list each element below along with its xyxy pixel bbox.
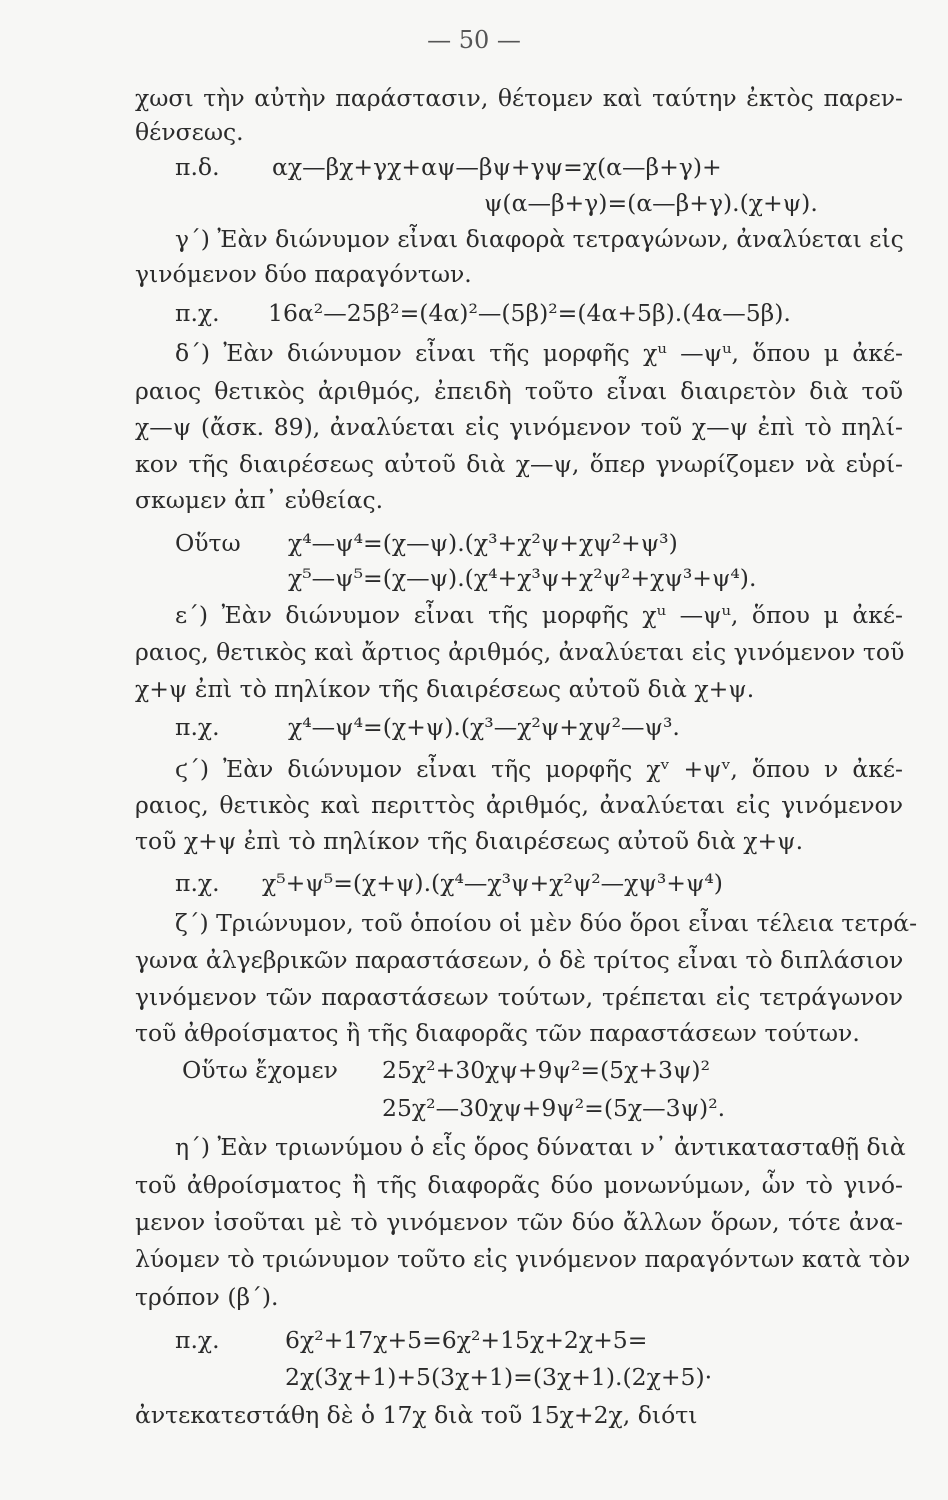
text-line: ραιος θετικὸς ἀριθμός, ἐπειδὴ τοῦτο εἶναι διαιρετὸν διὰ τοῦ: [135, 377, 903, 405]
text-line: μενον ἰσοῦται μὲ τὸ γινόμενον τῶν δύο ἄλλων ὅρων, τότε ἀνα-: [135, 1208, 903, 1236]
example-label: π.χ.: [175, 869, 220, 897]
equation-line: [0, 528, 948, 558]
equation-line: 25χ²—30χψ+9ψ²=(5χ—3ψ)².: [382, 1094, 726, 1122]
text-line: ἀντεκατεστάθη δὲ ὁ 17χ διὰ τοῦ 15χ+2χ, διότι: [135, 1401, 698, 1429]
text-line: τοῦ ἀθροίσματος ἢ τῆς διαφορᾶς τῶν παραστάσεων τούτων.: [135, 1019, 860, 1047]
example-label: π.χ.: [175, 713, 220, 741]
text-line: χωσι τὴν αὐτὴν παράστασιν, θέτομεν καὶ ταύτην ἐκτὸς παρεν-: [135, 84, 903, 112]
equation-line: χ⁵—ψ⁵=(χ—ψ).(χ⁴+χ³ψ+χ²ψ²+χψ³+ψ⁴).: [288, 564, 757, 592]
text-line: τρόπον (β΄).: [135, 1283, 279, 1311]
equation: χ⁴—ψ⁴=(χ—ψ).(χ³+χ²ψ+χψ²+ψ³): [288, 529, 678, 557]
example-label: π.χ.: [175, 299, 220, 327]
text-line: ε΄) Ἐὰν διώνυμον εἶναι τῆς μορφῆς χᵘ —ψᵘ, ὅπου μ ἀκέ-: [175, 601, 903, 629]
equation-line: ψ(α—β+γ)=(α—β+γ).(χ+ψ).: [484, 189, 818, 217]
equation-line: [0, 152, 948, 182]
equation-line: [0, 712, 948, 742]
equation-line: [0, 298, 948, 328]
page-number: — 50 —: [427, 26, 521, 54]
text-line: χ—ψ (ἄσκ. 89), ἀναλύεται εἰς γινόμενον τοῦ χ—ψ ἐπὶ τὸ πηλί-: [135, 413, 903, 441]
text-line: ραιος, θετικὸς καὶ ἄρτιος ἀριθμός, ἀναλύεται εἰς γινόμενον τοῦ: [135, 638, 905, 666]
equation-line: 2χ(3χ+1)+5(3χ+1)=(3χ+1).(2χ+5)·: [285, 1363, 713, 1391]
equation-line: [0, 1325, 948, 1355]
text-line: δ΄) Ἐὰν διώνυμον εἶναι τῆς μορφῆς χᵘ —ψᵘ, ὅπου μ ἀκέ-: [175, 339, 903, 367]
text-line: γ΄) Ἐὰν διώνυμον εἶναι διαφορὰ τετραγώνων, ἀναλύεται εἰς: [175, 225, 904, 253]
text-line: κον τῆς διαιρέσεως αὐτοῦ διὰ χ—ψ, ὅπερ γνωρίζομεν νὰ εὑρί-: [135, 450, 903, 478]
text-line: ϛ΄) Ἐὰν διώνυμον εἶναι τῆς μορφῆς χᵛ +ψᵛ, ὅπου ν ἀκέ-: [175, 755, 903, 783]
text-line: θένσεως.: [135, 118, 244, 146]
example-label: Οὕτω ἔχομεν: [182, 1056, 338, 1084]
example-label: Οὕτω: [175, 529, 241, 557]
text-line: γωνα ἀλγεβρικῶν παραστάσεων, ὁ δὲ τρίτος εἶναι τὸ διπλάσιον: [135, 946, 904, 974]
text-line: γινόμενον τῶν παραστάσεων τούτων, τρέπεται εἰς τετράγωνον: [135, 983, 903, 1011]
equation-line: [0, 1055, 948, 1085]
equation: 16α²—25β²=(4α)²—(5β)²=(4α+5β).(4α—5β).: [268, 299, 791, 327]
equation: αχ—βχ+γχ+αψ—βψ+γψ=χ(α—β+γ)+: [272, 153, 722, 181]
equation: 25χ²+30χψ+9ψ²=(5χ+3ψ)²: [382, 1056, 711, 1084]
text-line: ζ΄) Τριώνυμον, τοῦ ὁποίου οἱ μὲν δύο ὅροι εἶναι τέλεια τετρά-: [175, 909, 918, 937]
example-label: π.δ.: [175, 153, 220, 181]
text-line: ραιος, θετικὸς καὶ περιττὸς ἀριθμός, ἀναλύεται εἰς γινόμενον: [135, 791, 903, 819]
text-line: λύομεν τὸ τριώνυμον τοῦτο εἰς γινόμενον παραγόντων κατὰ τὸν: [135, 1245, 911, 1273]
text-line: σκωμεν ἀπ᾽ εὐθείας.: [135, 486, 384, 514]
text-line: γινόμενον δύο παραγόντων.: [135, 260, 472, 288]
text-line: η΄) Ἐὰν τριωνύμου ὁ εἷς ὅρος δύναται ν᾽ ἀντικατασταθῇ διὰ: [175, 1133, 906, 1161]
example-label: π.χ.: [175, 1326, 220, 1354]
text-line: χ+ψ ἐπὶ τὸ πηλίκον τῆς διαιρέσεως αὐτοῦ διὰ χ+ψ.: [135, 675, 755, 703]
equation: χ⁴—ψ⁴=(χ+ψ).(χ³—χ²ψ+χψ²—ψ³.: [288, 713, 680, 741]
equation: 6χ²+17χ+5=6χ²+15χ+2χ+5=: [285, 1326, 648, 1354]
equation: χ⁵+ψ⁵=(χ+ψ).(χ⁴—χ³ψ+χ²ψ²—χψ³+ψ⁴): [262, 869, 723, 897]
text-line: τοῦ χ+ψ ἐπὶ τὸ πηλίκον τῆς διαιρέσεως αὐτοῦ διὰ χ+ψ.: [135, 827, 804, 855]
text-line: τοῦ ἀθροίσματος ἢ τῆς διαφορᾶς δύο μονωνύμων, ὧν τὸ γινό-: [135, 1171, 903, 1199]
equation-line: [0, 868, 948, 898]
